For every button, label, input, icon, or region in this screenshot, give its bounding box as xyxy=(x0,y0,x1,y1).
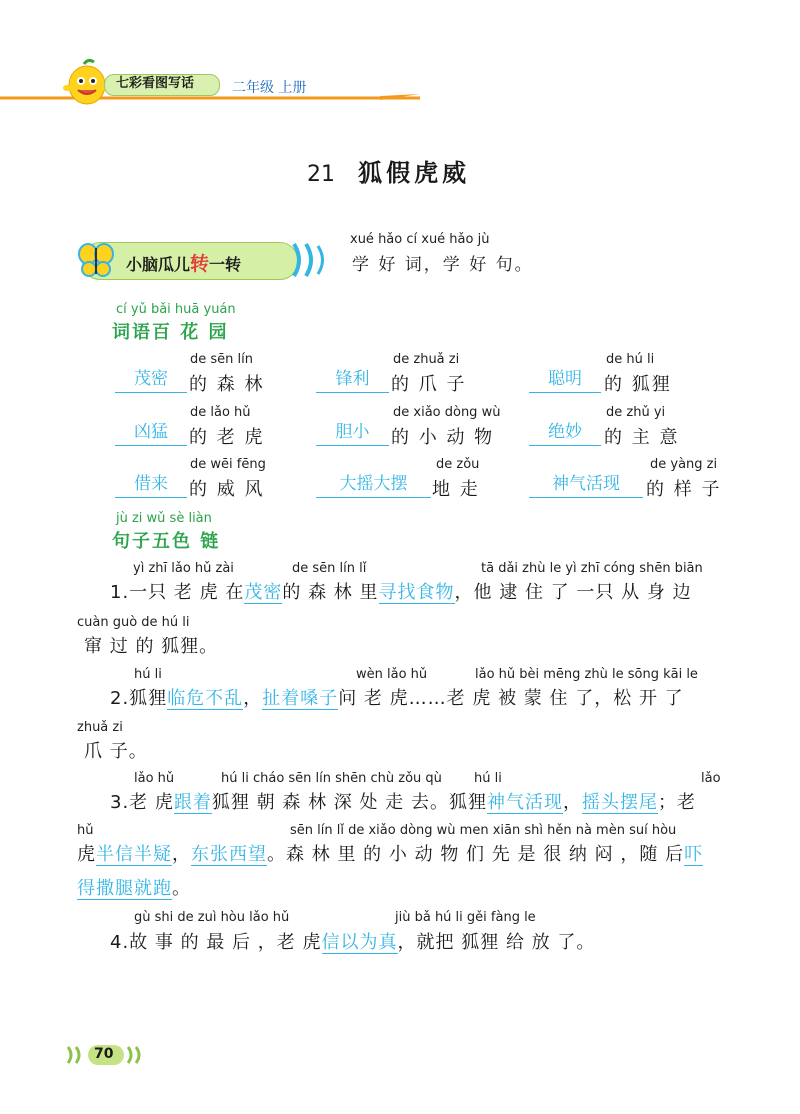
sentence-pinyin: tā dǎi zhù le yì zhī cóng shēn biān xyxy=(481,561,703,576)
banner-text: 学 好 词，学 好 句。 xyxy=(352,255,534,275)
sentence-1: 1.一只 老 虎 在茂密的 森 林 里寻找食物，他 逮 住 了 一只 从 身 边 xyxy=(110,582,692,603)
blank-item[interactable]: 凶猛 xyxy=(115,421,187,446)
grade-label: 二年级 上册 xyxy=(232,80,307,96)
blank-item[interactable]: 锋利 xyxy=(316,368,389,393)
item-text: 的 威 风 xyxy=(189,479,265,500)
sentence-pinyin: wèn lǎo hǔ xyxy=(356,667,428,682)
item-pinyin: de lǎo hǔ xyxy=(190,405,251,420)
sentence-pinyin: lǎo hǔ bèi mēng zhù le sōng kāi le xyxy=(475,667,698,682)
fill-answer[interactable]: 半信半疑 xyxy=(96,844,172,865)
sentence-pinyin: gù shi de zuì hòu lǎo hǔ xyxy=(134,910,290,925)
section2-pinyin: jù zi wǔ sè liàn xyxy=(116,511,212,526)
fill-answer[interactable]: 跟着 xyxy=(173,792,212,813)
banner-title: 小脑瓜儿转一转 xyxy=(126,253,242,275)
sentence-2: 2.狐狸临危不乱，扯着嗓子问 老 虎……老 虎 被 蒙 住 了，松 开 了 xyxy=(110,688,684,709)
page-number: 70 xyxy=(94,1046,114,1062)
item-pinyin: de wēi fēng xyxy=(190,457,266,472)
blank-item[interactable]: 胆小 xyxy=(316,421,389,446)
blank-item[interactable]: 神气活现 xyxy=(529,473,643,498)
item-pinyin: de zǒu xyxy=(436,457,480,472)
fill-answer[interactable]: 东张西望 xyxy=(191,844,267,865)
item-pinyin: de hú li xyxy=(606,352,655,367)
sentence-3-end: 得撒腿就跑。 xyxy=(77,878,191,899)
lesson-number: 21 xyxy=(307,162,335,187)
fill-answer[interactable]: 信以为真 xyxy=(321,932,398,953)
sentence-pinyin: lǎo xyxy=(701,771,721,786)
fill-answer[interactable]: 临危不乱 xyxy=(167,688,244,709)
section2-title: 句子五色 链 xyxy=(112,531,221,552)
sentence-pinyin: yì zhī lǎo hǔ zài xyxy=(133,561,234,576)
item-text: 的 老 虎 xyxy=(189,427,265,448)
sentence-pinyin: cuàn guò de hú li xyxy=(77,615,190,630)
item-pinyin: de yàng zi xyxy=(650,457,718,472)
item-pinyin: de sēn lín xyxy=(190,352,253,367)
section1-title: 词语百 花 园 xyxy=(112,322,229,343)
item-pinyin: de xiǎo dòng wù xyxy=(393,405,501,420)
sentence-3: 3.老 虎跟着狐狸 朝 森 林 深 处 走 去。狐狸神气活现，摇头摆尾；老 xyxy=(110,792,696,813)
sentence-pinyin: sēn lín lǐ de xiǎo dòng wù men xiān shì hěn nà mèn suí hòu xyxy=(290,823,677,838)
series-title: 七彩看图写话 xyxy=(116,76,195,91)
lesson-title: 狐假虎威 xyxy=(358,159,471,187)
sentence-pinyin: hú li xyxy=(134,667,162,682)
fill-answer[interactable]: 吓 xyxy=(684,844,704,865)
sentence-3-cont: 虎半信半疑，东张西望。森 林 里 的 小 动 物 们 先 是 很 纳 闷 ，随 后吓 xyxy=(77,844,704,865)
item-text: 的 样 子 xyxy=(646,479,722,500)
blank-item[interactable]: 借来 xyxy=(115,473,187,498)
item-pinyin: de zhuǎ zi xyxy=(393,352,460,367)
item-text: 地 走 xyxy=(432,479,480,500)
sentence-1-cont: 窜 过 的 狐狸。 xyxy=(84,636,219,657)
sentence-pinyin: jiù bǎ hú li gěi fàng le xyxy=(395,910,536,925)
sentence-pinyin: hǔ xyxy=(77,823,94,838)
item-text: 的 小 动 物 xyxy=(391,427,495,448)
sentence-pinyin: zhuǎ zi xyxy=(77,720,123,735)
fill-answer[interactable]: 摇头摆尾 xyxy=(581,792,658,813)
fill-answer[interactable]: 寻找食物 xyxy=(378,582,455,603)
fill-answer[interactable]: 得撒腿就跑 xyxy=(77,878,172,899)
fill-answer[interactable]: 茂密 xyxy=(244,582,283,603)
sentence-pinyin: hú li xyxy=(474,771,502,786)
banner-pinyin: xué hǎo cí xué hǎo jù xyxy=(350,232,490,247)
fill-answer[interactable]: 扯着嗓子 xyxy=(262,688,339,709)
blank-item[interactable]: 聪明 xyxy=(529,368,601,393)
item-pinyin: de zhǔ yi xyxy=(606,405,666,420)
sentence-pinyin: de sēn lín lǐ xyxy=(292,561,367,576)
sentence-pinyin: hú li cháo sēn lín shēn chù zǒu qù xyxy=(221,771,442,786)
item-text: 的 狐狸 xyxy=(604,374,672,395)
sentence-pinyin: lǎo hǔ xyxy=(134,771,175,786)
blank-item[interactable]: 茂密 xyxy=(115,368,187,393)
banner-arrows xyxy=(290,240,340,280)
blank-item[interactable]: 大摇大摆 xyxy=(316,473,431,498)
item-text: 的 森 林 xyxy=(189,374,265,395)
section1-pinyin: cí yǔ bǎi huā yuán xyxy=(116,302,236,317)
page-title xyxy=(307,153,470,188)
sentence-2-cont: 爪 子。 xyxy=(84,741,148,762)
sentence-4: 4.故 事 的 最 后 ，老 虎信以为真，就把 狐狸 给 放 了。 xyxy=(110,932,596,953)
fill-answer[interactable]: 神气活现 xyxy=(486,792,563,813)
item-text: 的 主 意 xyxy=(604,427,680,448)
blank-item[interactable]: 绝妙 xyxy=(529,421,601,446)
butterfly-icon xyxy=(76,240,116,280)
item-text: 的 爪 子 xyxy=(391,374,467,395)
